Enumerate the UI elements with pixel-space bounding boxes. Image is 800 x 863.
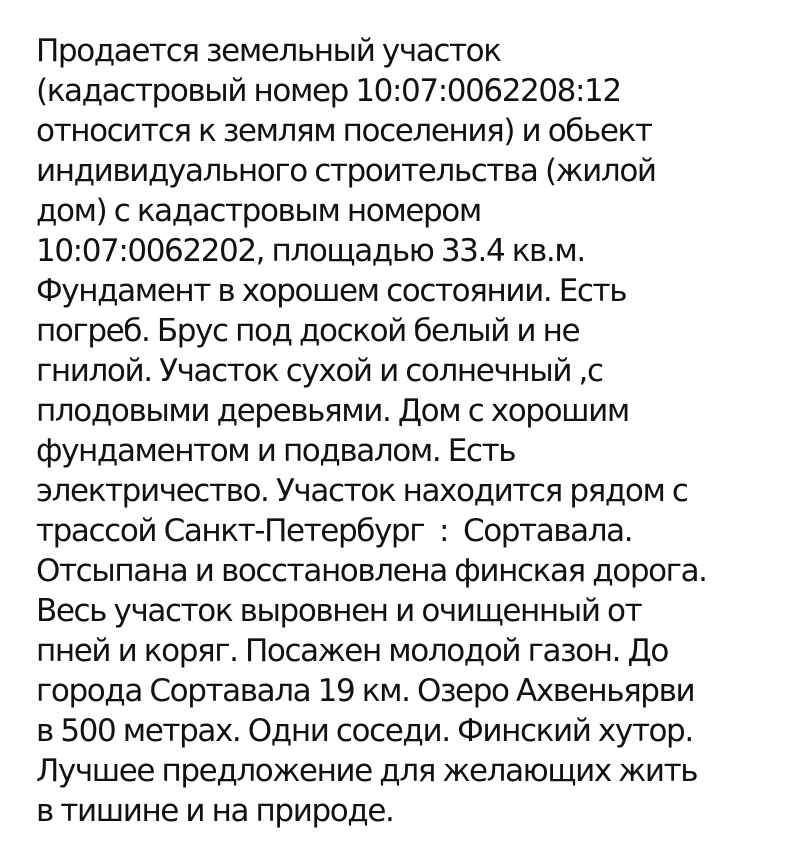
text-line: индивидуального строительства (жилой [36, 153, 656, 189]
text-line: фундаментом и подвалом. Есть [36, 433, 516, 469]
text-line: дом) с кадастровым номером [36, 193, 481, 229]
text-line: Отсыпана и восстановлена финская дорога. [36, 553, 707, 589]
text-line: города Сортавала 19 км. Озеро Ахвеньярви [36, 673, 695, 709]
text-line: плодовыми деревьями. Дом с хорошим [36, 393, 629, 429]
text-line: пней и коряг. Посажен молодой газон. До [36, 633, 668, 669]
text-line: трассой Санкт-Петербург : Сортавала. [36, 513, 633, 549]
text-line: в тишине и на природе. [36, 793, 394, 829]
listing-text [36, 31, 796, 831]
text-line: Лучшее предложение для желающих жить [36, 753, 698, 789]
text-line: электричество. Участок находится рядом с [36, 473, 688, 509]
text-line: (кадастровый номер 10:07:0062208:12 [36, 73, 621, 109]
text-line: относится к землям поселения) и обьект [36, 113, 652, 149]
text-line: погреб. Брус под доской белый и не [36, 313, 580, 349]
text-line: в 500 метрах. Одни соседи. Финский хутор. [36, 713, 693, 749]
text-line: Фундамент в хорошем состоянии. Есть [36, 273, 627, 309]
text-line: гнилой. Участок сухой и солнечный ,с [36, 353, 603, 389]
text-line: 10:07:0062202, площадью 33.4 кв.м. [36, 233, 585, 269]
text-line: Продается земельный участок [36, 33, 501, 69]
text-line: Весь участок выровнен и очищенный от [36, 593, 642, 629]
